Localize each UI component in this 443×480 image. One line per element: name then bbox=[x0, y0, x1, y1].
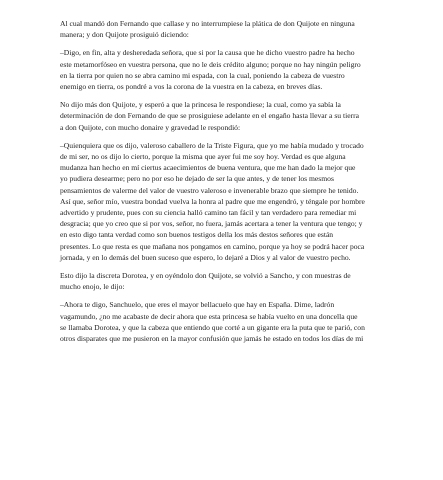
paragraph-2: –Digo, en fin, alta y desheredada señora, que si por la causa que he dicho vuestro padre ha hecho este metamorfóseo en vuestra persona, que no le deis crédito alguno; porque no hay ningún peligro en la tierra por quien no se abra camino mi espada, con la cual, poniendo la cabeza de vuestro enemigo en tierra, os pondré a vos la corona de la vuestra en la cabeza, en breves días. bbox=[60, 48, 361, 92]
paragraph-1: Al cual mandó don Fernando que callase y no interrumpiese la plática de don Quijote en ninguna manera; y don Quijote prosiguió diciendo: bbox=[60, 19, 355, 40]
paragraph-5: Esto dijo la discreta Dorotea, y en oyéndolo don Quijote, se volvió a Sancho, y con muestras de mucho enojo, le dijo: bbox=[60, 271, 351, 292]
paragraph-4: –Quienquiera que os dijo, valeroso caballero de la Triste Figura, que yo me había mudado y trocado de mi ser, no os dijo lo cierto, porque la misma que ayer fui me soy hoy. Verdad es que alguna mudanza han hecho en mí ciertus acaecimientos de buena ventura, que me han dado la mejor que yo pudiera desearme; pero no por eso he dejado de ser la que antes, y de tener los mesmos pensamientos de valerme del valor de vuestro valeroso e invenerable brazo que siempre he tenido. Así que, señor mío, vuestra bondad vuelva la honra al padre que me engendró, y téngale por hombre advertido y prudente, pues con su ciencia halló camino tan fácil y tan verdadero para remediar mi desgracia; que yo creo que si por vos, señor, no fuera, jamás acertara a tener la ventura que tengo; y en esto digo tanta verdad como son buenos testigos della los más destos señores que están presentes. Lo que resta es que mañana nos pongamos en camino, porque ya hoy se podrá hacer poca jornada, y en lo demás del buen suceso que espero, lo dejaré a Dios y al valor de vuestro pecho. bbox=[60, 140, 365, 262]
paragraph-3: No dijo más don Quijote, y esperó a que la princesa le respondiese; la cual, como ya sabía la determinación de don Fernando de que se prosiguiese adelante en el engaño hasta llevar a su tierra a don Quijote, con mucho donaire y gravedad le respondió: bbox=[60, 100, 359, 132]
paragraph-6: –Ahora te digo, Sanchuelo, que eres el mayor bellacuelo que hay en España. Dime, ladrón vagamundo, ¿no me acabaste de decir ahora que esta princesa se había vuelto en una doncella que se llamaba Dorotea, y que la cabeza que entiendo que corté a un gigante era la puta que te parió, con otros disparates que me pusieron en la mayor confusión que jamás he estado en todos los días de mi bbox=[60, 300, 365, 344]
